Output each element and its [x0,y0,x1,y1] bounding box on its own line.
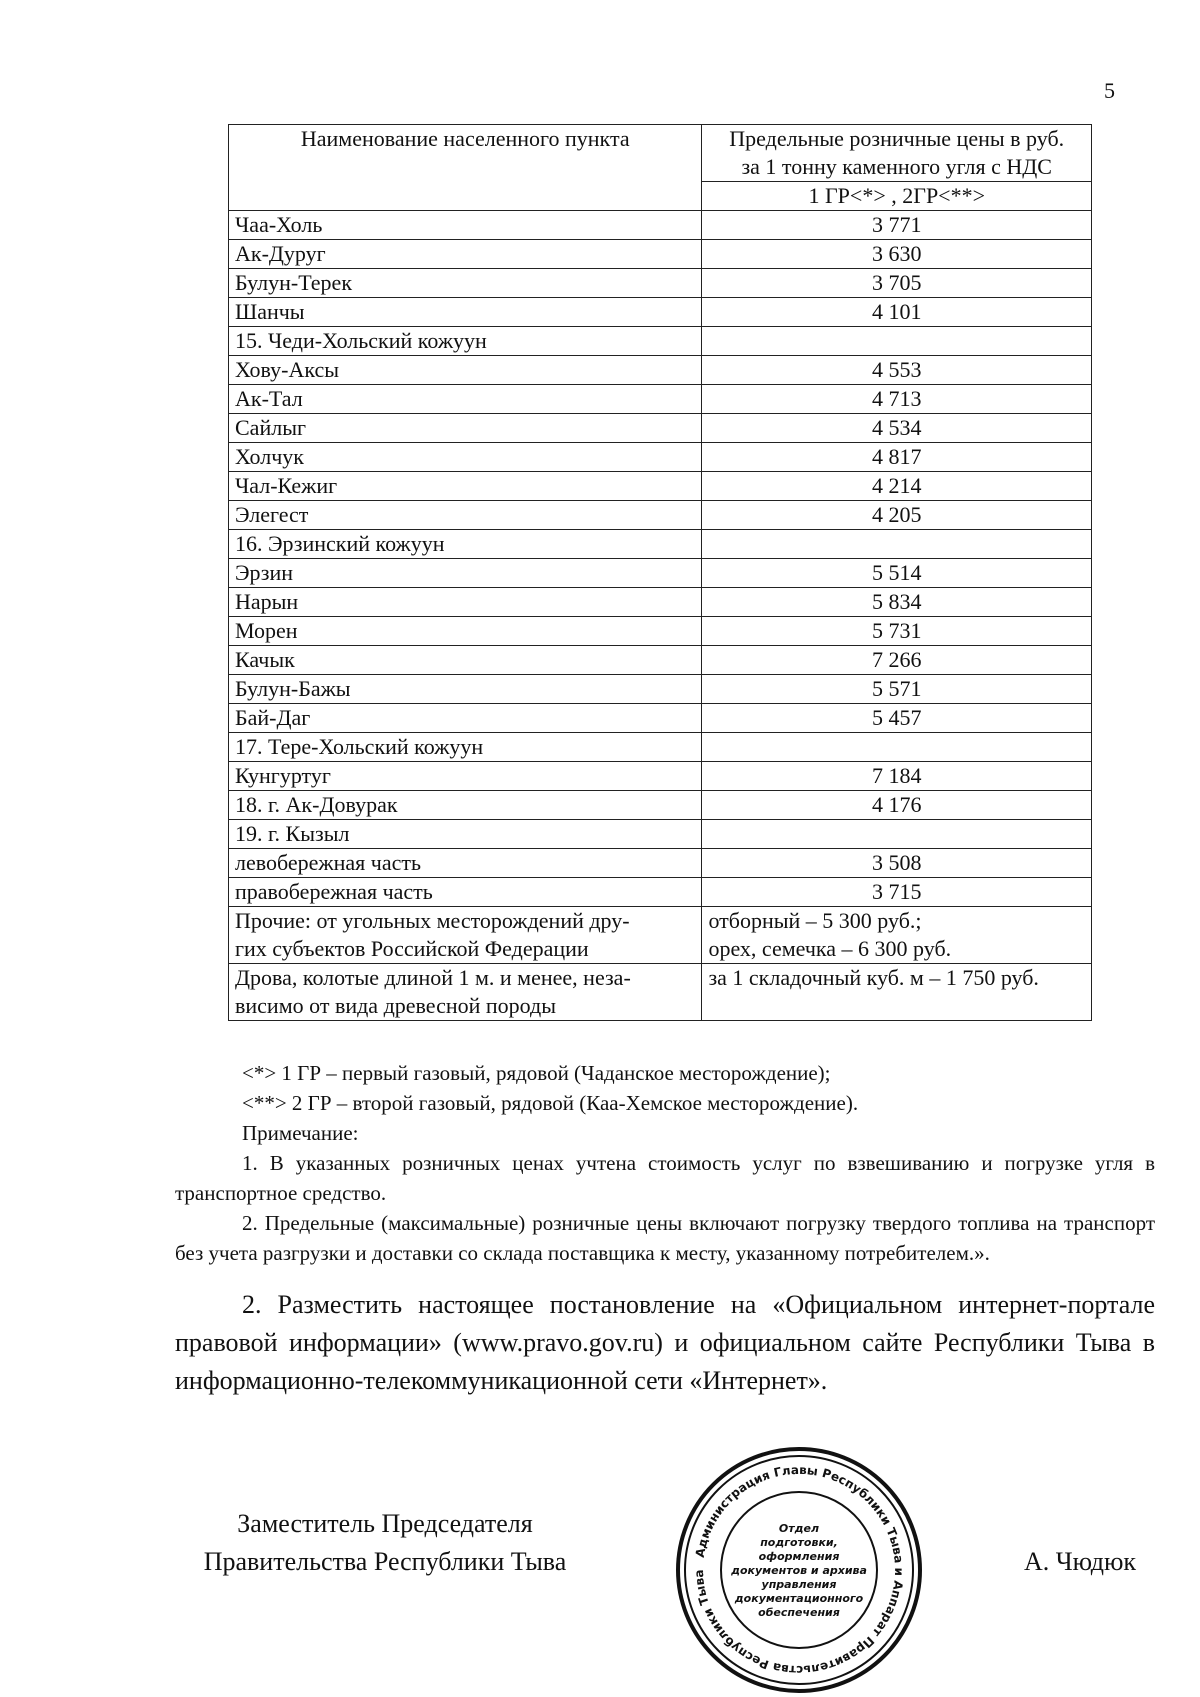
table-row [229,762,1092,791]
seal-center-line: Отдел [778,1522,820,1535]
seal-center-line: управления [761,1578,837,1591]
settlement-name: Качык [229,646,702,675]
table-row [229,733,1092,762]
seal-center-line: документов и архива [731,1564,867,1577]
table-row [229,820,1092,849]
seal-center-line: оформления [758,1550,840,1563]
header-price-line2: за 1 тонну каменного угля с НДС [741,154,1052,179]
other-name-line2: гих субъектов Российской Федерации [235,936,589,961]
price-cell: 4 176 [702,791,1092,820]
footnote-2: <**> 2 ГР – второй газовый, рядовой (Каа-Хемское месторождение). [242,1091,859,1115]
other-coal-name [229,907,702,964]
seal-center-line: подготовки, [760,1536,838,1549]
seal-ring-text: Администрация Главы Республики Тыва и Аппарат Правительства Республики Тыва [691,1462,907,1678]
settlement-name: Шанчы [229,298,702,327]
table-row [229,791,1092,820]
settlement-name: Чал-Кежиг [229,472,702,501]
table-row [229,298,1092,327]
table-row [229,414,1092,443]
settlement-name: 18. г. Ак-Довурак [229,791,702,820]
settlement-name: Бай-Даг [229,704,702,733]
signer-title-line2: Правительства Республики Тыва [203,1547,567,1576]
settlement-name: Сайлыг [229,414,702,443]
settlement-name: Эрзин [229,559,702,588]
settlement-name: Кунгуртуг [229,762,702,791]
price-cell: 3 715 [702,878,1092,907]
price-cell: 5 571 [702,675,1092,704]
table-row [229,385,1092,414]
table-row [229,501,1092,530]
other-coal-price [702,907,1092,964]
remark-title: Примечание: [242,1121,359,1145]
header-price [702,125,1092,182]
page-number: 5 [1104,78,1115,103]
official-seal [674,1445,924,1695]
settlement-name: Ак-Тал [229,385,702,414]
price-cell [702,327,1092,356]
table-row [229,443,1092,472]
settlement-name: Морен [229,617,702,646]
price-cell [702,820,1092,849]
settlement-name: правобережная часть [229,878,702,907]
seal-center-line: документационного [734,1592,864,1605]
price-cell: 5 457 [702,704,1092,733]
remark-1: 1. В указанных розничных ценах учтена стоимость услуг по взвешиванию и погрузке угля в транспортное средство. [175,1151,1155,1205]
footnote-1: <*> 1 ГР – первый газовый, рядовой (Чаданское месторождение); [242,1061,831,1085]
price-cell: 4 534 [702,414,1092,443]
coal-price-table [228,124,1092,1021]
header-coal-grade: 1 ГР<*> , 2ГР<**> [702,182,1092,211]
settlement-name: Булун-Терек [229,269,702,298]
price-cell: 7 184 [702,762,1092,791]
table-body [229,211,1092,907]
table-row [229,240,1092,269]
other-price-line2: орех, семечка – 6 300 руб. [708,936,952,961]
table-row [229,617,1092,646]
header-settlement-name: Наименование населенного пункта [229,125,702,211]
remark-2: 2. Предельные (максимальные) розничные цены включают погрузку твердого топлива на транспорт без учета разгрузки и доставки со склада поставщика к месту, указанному потребителем.». [175,1211,1155,1265]
decree-point-2: 2. Разместить настоящее постановление на «Официальном интернет-портале правовой информации» (www.pravo.gov.ru) и официальном сайте Республики Тыва в информационно-телекоммуникационной сети «Интернет». [175,1290,1155,1395]
table-row [229,878,1092,907]
price-cell: 3 771 [702,211,1092,240]
table-row [229,530,1092,559]
price-cell: 3 630 [702,240,1092,269]
settlement-name: 15. Чеди-Хольский кожуун [229,327,702,356]
firewood-name-line1: Дрова, колотые длиной 1 м. и менее, неза- [235,965,631,990]
settlement-name: Булун-Бажы [229,675,702,704]
settlement-name: Нарын [229,588,702,617]
other-price-line1: отборный – 5 300 руб.; [708,908,922,933]
price-cell: 5 514 [702,559,1092,588]
settlement-name: 17. Тере-Хольский кожуун [229,733,702,762]
price-cell: 4 713 [702,385,1092,414]
table-row [229,269,1092,298]
header-price-line1: Предельные розничные цены в руб. [729,126,1065,151]
table-row [229,472,1092,501]
price-cell: 4 214 [702,472,1092,501]
price-cell [702,733,1092,762]
table-row [229,559,1092,588]
seal-center-line: обеспечения [758,1606,840,1619]
signer-title-line1: Заместитель Председателя [237,1509,533,1538]
price-cell: 3 705 [702,269,1092,298]
firewood-name-line2: висимо от вида древесной породы [235,993,557,1018]
settlement-name: Хову-Аксы [229,356,702,385]
settlement-name: Ак-Дуруг [229,240,702,269]
price-cell [702,530,1092,559]
other-name-line1: Прочие: от угольных месторождений дру- [235,908,630,933]
table-row [229,211,1092,240]
settlement-name: Холчук [229,443,702,472]
price-cell: 7 266 [702,646,1092,675]
table-row [229,356,1092,385]
price-cell: 3 508 [702,849,1092,878]
notes [175,1058,1155,1268]
signer-name: А. Чюдюк [1024,1547,1137,1576]
price-cell: 5 731 [702,617,1092,646]
price-cell: 5 834 [702,588,1092,617]
price-cell: 4 817 [702,443,1092,472]
firewood-price: за 1 складочный куб. м – 1 750 руб. [702,964,1092,1021]
table-row [229,704,1092,733]
price-cell: 4 101 [702,298,1092,327]
settlement-name: левобережная часть [229,849,702,878]
table-row [229,675,1092,704]
settlement-name: 16. Эрзинский кожуун [229,530,702,559]
table-row [229,588,1092,617]
table-row [229,646,1092,675]
price-cell: 4 205 [702,501,1092,530]
settlement-name: Элегест [229,501,702,530]
signer-title [175,1505,595,1581]
price-cell: 4 553 [702,356,1092,385]
table-row [229,849,1092,878]
settlement-name: 19. г. Кызыл [229,820,702,849]
settlement-name: Чаа-Холь [229,211,702,240]
table-row [229,327,1092,356]
firewood-name [229,964,702,1021]
